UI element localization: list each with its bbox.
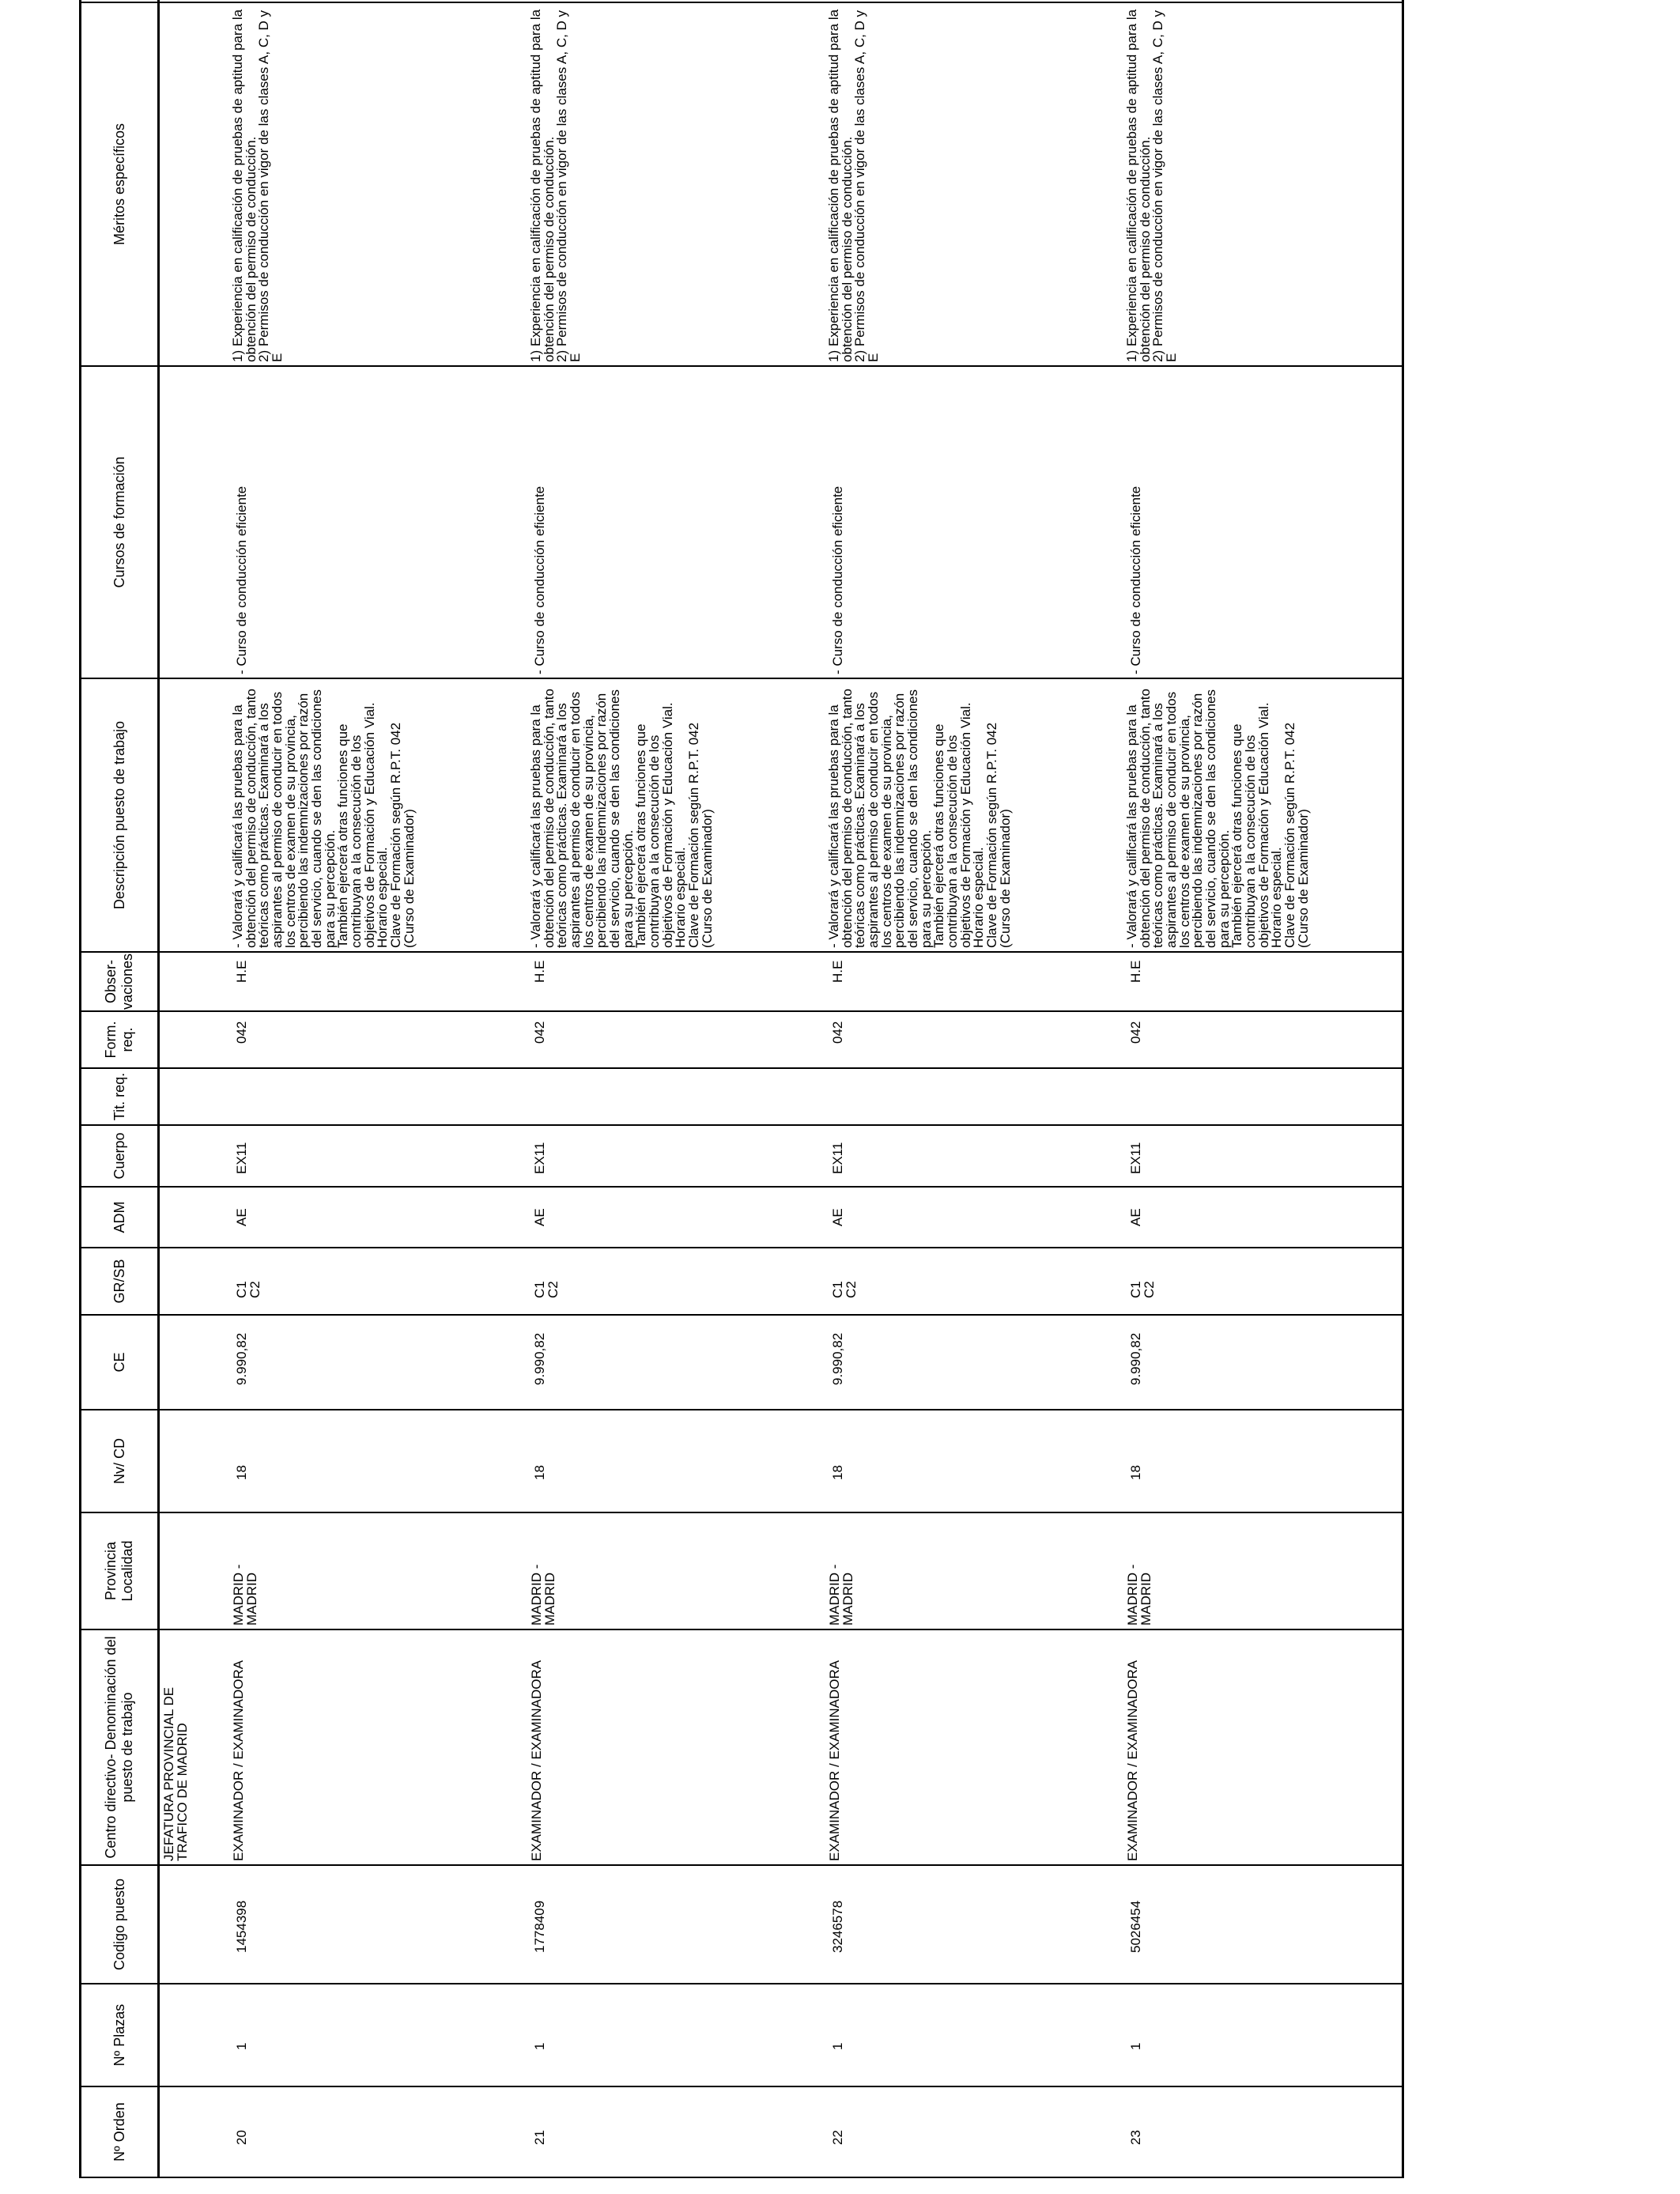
cell-cursos: - Curso de conducción eficiente (1104, 366, 1403, 678)
table-row (1104, 0, 1403, 2177)
cell-grupo: C1 C2 (806, 1248, 1104, 1315)
cell-cuerpo: EX11 (806, 1125, 1104, 1187)
cell-ce: 9.990,82 (210, 1315, 508, 1410)
header-titulacion: Tit. req. (81, 1068, 159, 1125)
cell-max (1104, 0, 1403, 2)
cell-cursos: - Curso de conducción eficiente (508, 366, 806, 678)
cell-nivel: 18 (1104, 1410, 1403, 1512)
header-codigo: Codigo puesto (81, 1865, 159, 1984)
cell-titulacion (806, 1068, 1104, 1125)
cell-descripcion: - Valorará y calificará las pruebas para la obtención del permiso de conducción, tanto teóricas como prácticas. Examinará a los aspirantes al permiso de conducir en todos los centros de examen de su provincia, percibiendo las indemnizaciones por razón del servicio, cuando se den las condiciones para su percepción. También ejercerá otras funciones que contribuyan a la consecución de los objetivos de Formación y Educación Vial. Horario especial. Clave de Formación según R.P.T. 042 (Curso de Examinador) (210, 678, 508, 952)
cell-meritos: 1) Experiencia en calificación de pruebas de aptitud para la obtención del permiso de conducción. 2) Permisos de conducción en vigor de las clases A, C, D y E (508, 2, 806, 366)
cell-formacion: 042 (508, 1011, 806, 1068)
header-descripcion: Descripción puesto de trabajo (81, 678, 159, 952)
cell-denominacion: EXAMINADOR / EXAMINADORA (1104, 1629, 1403, 1865)
cell-observaciones: H.E (806, 952, 1104, 1011)
header-plazas: Nº Plazas (81, 1984, 159, 2086)
cell-plazas: 1 (210, 1984, 508, 2086)
cell-codigo: 1454398 (210, 1865, 508, 1984)
header-nivel: Nv/ CD (81, 1410, 159, 1512)
header-adm: ADM (81, 1187, 159, 1248)
cell-cuerpo: EX11 (508, 1125, 806, 1187)
header-ce: CE (81, 1315, 159, 1410)
cell-provincia: MADRID - MADRID (210, 1512, 508, 1629)
cell-plazas: 1 (806, 1984, 1104, 2086)
cell-descripcion: - Valorará y calificará las pruebas para la obtención del permiso de conducción, tanto teóricas como prácticas. Examinará a los aspirantes al permiso de conducir en todos los centros de examen de su provincia, percibiendo las indemnizaciones por razón del servicio, cuando se den las condiciones para su percepción. También ejercerá otras funciones que contribuyan a la consecución de los objetivos de Formación y Educación Vial. Horario especial. Clave de Formación según R.P.T. 042 (Curso de Examinador) (806, 678, 1104, 952)
cell-ce: 9.990,82 (508, 1315, 806, 1410)
cell-titulacion (508, 1068, 806, 1125)
cell-codigo: 3246578 (806, 1865, 1104, 1984)
table-row (806, 0, 1104, 2177)
cell-denominacion: EXAMINADOR / EXAMINADORA (508, 1629, 806, 1865)
cell-grupo: C1 C2 (508, 1248, 806, 1315)
header-max (81, 0, 159, 2)
table-row (210, 0, 508, 2177)
cell-orden: 21 (508, 2086, 806, 2177)
cell-cuerpo: EX11 (210, 1125, 508, 1187)
cell-provincia: MADRID - MADRID (806, 1512, 1104, 1629)
cell-orden: 20 (210, 2086, 508, 2177)
header-observaciones: Obser- vaciones (81, 952, 159, 1011)
cell-adm: AE (508, 1187, 806, 1248)
cell-adm: AE (1104, 1187, 1403, 1248)
header-grupo: GR/SB (81, 1248, 159, 1315)
cell-denominacion: EXAMINADOR / EXAMINADORA (806, 1629, 1104, 1865)
header-orden: Nº Orden (81, 2086, 159, 2177)
cell-plazas: 1 (508, 1984, 806, 2086)
cell-observaciones: H.E (1104, 952, 1403, 1011)
cell-codigo: 1778409 (508, 1865, 806, 1984)
cell-descripcion: - Valorará y calificará las pruebas para la obtención del permiso de conducción, tanto teóricas como prácticas. Examinará a los aspirantes al permiso de conducir en todos los centros de examen de su provincia, percibiendo las indemnizaciones por razón del servicio, cuando se den las condiciones para su percepción. También ejercerá otras funciones que contribuyan a la consecución de los objetivos de Formación y Educación Vial. Horario especial. Clave de Formación según R.P.T. 042 (Curso de Examinador) (508, 678, 806, 952)
cell-grupo: C1 C2 (210, 1248, 508, 1315)
cell-plazas: 1 (1104, 1984, 1403, 2086)
cell-nivel: 18 (210, 1410, 508, 1512)
cell-max (508, 0, 806, 2)
group-row (159, 0, 210, 2177)
cell-titulacion (1104, 1068, 1403, 1125)
header-cuerpo: Cuerpo (81, 1125, 159, 1187)
cell-ce: 9.990,82 (1104, 1315, 1403, 1410)
group-title: JEFATURA PROVINCIAL DE TRAFICO DE MADRID (159, 1629, 210, 1865)
cell-denominacion: EXAMINADOR / EXAMINADORA (210, 1629, 508, 1865)
header-row (81, 0, 159, 2177)
cell-formacion: 042 (806, 1011, 1104, 1068)
header-provincia: Provincia Localidad (81, 1512, 159, 1629)
cell-cursos: - Curso de conducción eficiente (210, 366, 508, 678)
positions-table (79, 0, 1404, 2178)
cell-orden: 23 (1104, 2086, 1403, 2177)
cell-meritos: 1) Experiencia en calificación de pruebas de aptitud para la obtención del permiso de conducción. 2) Permisos de conducción en vigor de las clases A, C, D y E (1104, 2, 1403, 366)
cell-nivel: 18 (806, 1410, 1104, 1512)
cell-titulacion (210, 1068, 508, 1125)
cell-cuerpo: EX11 (1104, 1125, 1403, 1187)
cell-observaciones: H.E (508, 952, 806, 1011)
cell-meritos: 1) Experiencia en calificación de pruebas de aptitud para la obtención del permiso de conducción. 2) Permisos de conducción en vigor de las clases A, C, D y E (210, 2, 508, 366)
cell-meritos: 1) Experiencia en calificación de pruebas de aptitud para la obtención del permiso de conducción. 2) Permisos de conducción en vigor de las clases A, C, D y E (806, 2, 1104, 366)
cell-adm: AE (210, 1187, 508, 1248)
cell-cursos: - Curso de conducción eficiente (806, 366, 1104, 678)
cell-max (806, 0, 1104, 2)
cell-formacion: 042 (1104, 1011, 1403, 1068)
cell-codigo: 5026454 (1104, 1865, 1403, 1984)
header-meritos: Méritos específicos (81, 2, 159, 366)
cell-formacion: 042 (210, 1011, 508, 1068)
rotated-page (79, 9, 1518, 2178)
cell-grupo: C1 C2 (1104, 1248, 1403, 1315)
cell-provincia: MADRID - MADRID (1104, 1512, 1403, 1629)
cell-adm: AE (806, 1187, 1104, 1248)
cell-ce: 9.990,82 (806, 1315, 1104, 1410)
cell-provincia: MADRID - MADRID (508, 1512, 806, 1629)
header-denominacion: Centro directivo- Denominación del puesto de trabajo (81, 1629, 159, 1865)
header-formacion: Form. req. (81, 1011, 159, 1068)
cell-max (210, 0, 508, 2)
table-row (508, 0, 806, 2177)
cell-observaciones: H.E (210, 952, 508, 1011)
header-cursos: Cursos de formación (81, 366, 159, 678)
cell-orden: 22 (806, 2086, 1104, 2177)
cell-nivel: 18 (508, 1410, 806, 1512)
cell-descripcion: - Valorará y calificará las pruebas para la obtención del permiso de conducción, tanto teóricas como prácticas. Examinará a los aspirantes al permiso de conducir en todos los centros de examen de su provincia, percibiendo las indemnizaciones por razón del servicio, cuando se den las condiciones para su percepción. También ejercerá otras funciones que contribuyan a la consecución de los objetivos de Formación y Educación Vial. Horario especial. Clave de Formación según R.P.T. 042 (Curso de Examinador) (1104, 678, 1403, 952)
